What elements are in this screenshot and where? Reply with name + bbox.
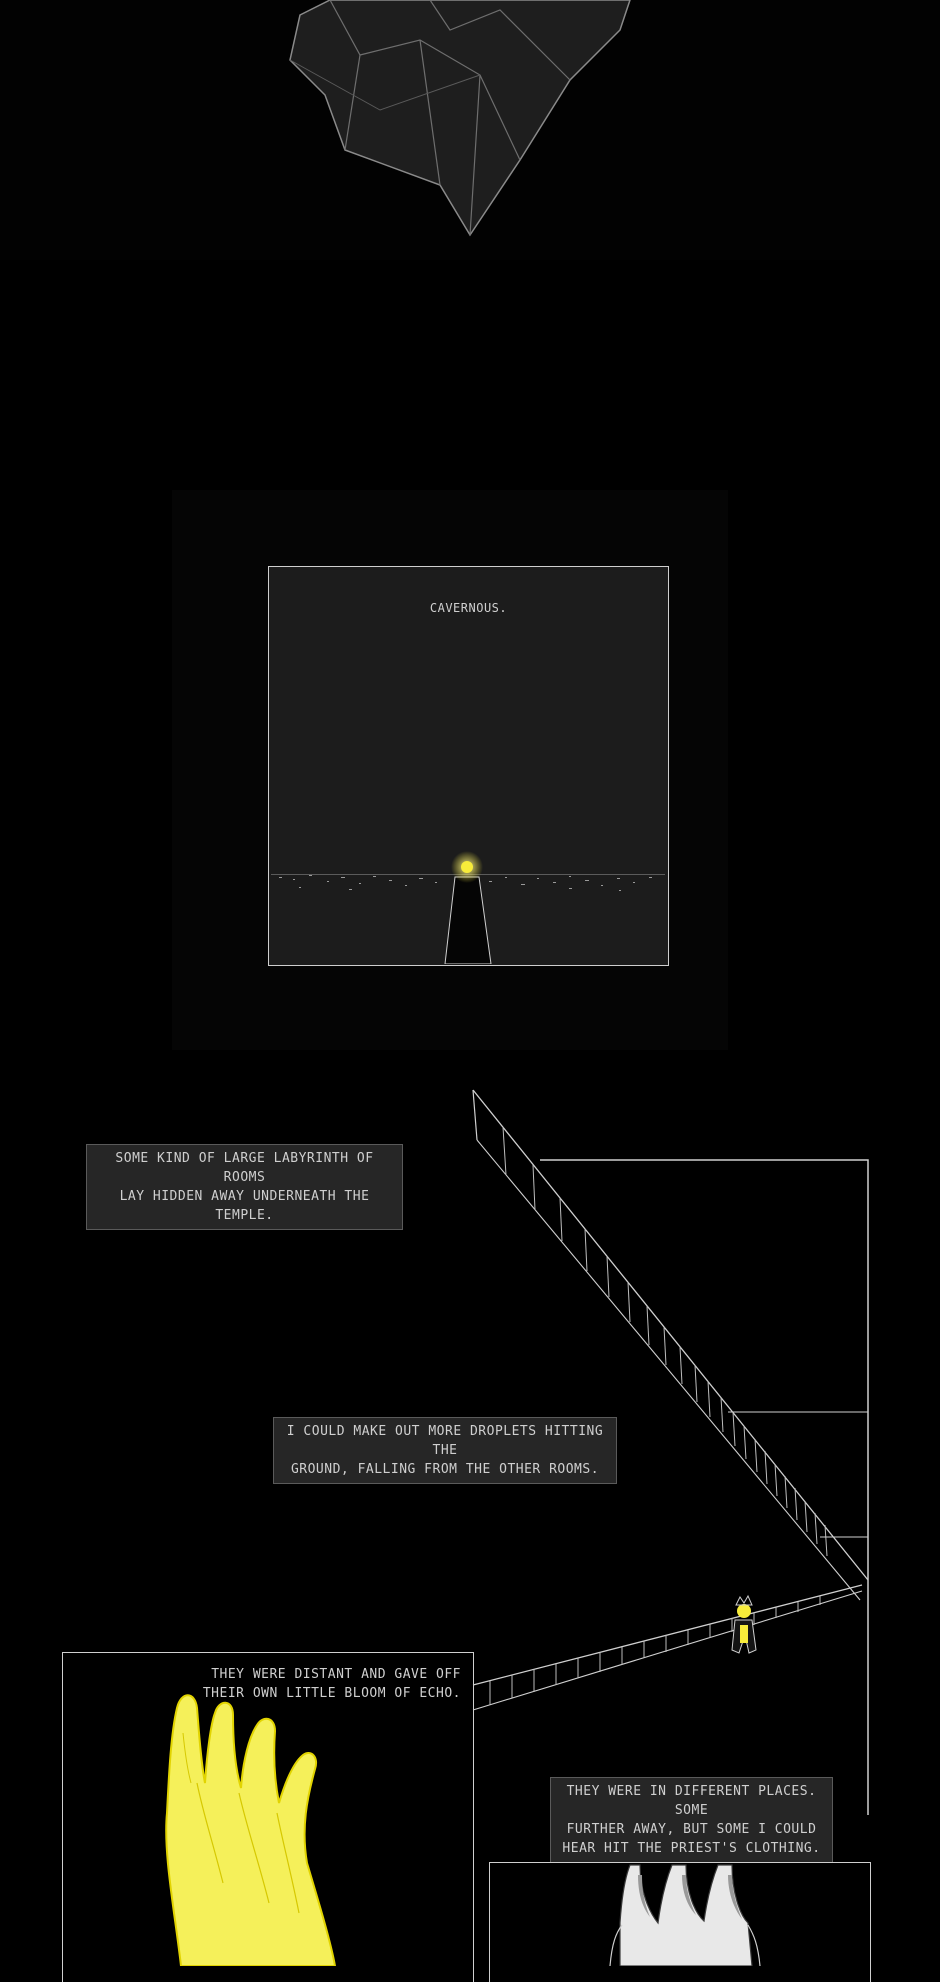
hand-panel	[62, 1652, 474, 1982]
clothing-caption	[550, 1777, 833, 1863]
droplets-caption-line-2: GROUND, FALLING FROM THE OTHER ROOMS.	[290, 1462, 600, 1477]
headdress-spikes	[490, 1863, 870, 1966]
labyrinth-caption-line-2: LAY HIDDEN AWAY UNDERNEATH THE TEMPLE.	[119, 1189, 370, 1223]
top-panel	[0, 0, 940, 260]
headdress-panel	[489, 1862, 871, 1982]
droplets-caption	[273, 1417, 617, 1484]
clothing-caption-line-2: FURTHER AWAY, BUT SOME I COULD	[566, 1822, 817, 1837]
clothing-caption-line-3: HEAR HIT THE PRIEST'S CLOTHING.	[562, 1841, 821, 1856]
labyrinth-caption-line-1: SOME KIND OF LARGE LABYRINTH OF ROOMS	[115, 1151, 374, 1185]
hand-caption-line-2: THEIR OWN LITTLE BLOOM OF ECHO.	[202, 1686, 461, 1701]
hand-caption-line-1: THEY WERE DISTANT AND GAVE OFF	[211, 1667, 461, 1682]
crystal-shape	[0, 0, 940, 260]
priest-figure	[732, 1596, 756, 1653]
yellow-hand	[63, 1653, 471, 1966]
cavern-caption: CAVERNOUS.	[429, 601, 508, 615]
cavern-panel	[268, 566, 669, 966]
droplets-caption-line-1: I COULD MAKE OUT MORE DROPLETS HITTING THE	[286, 1424, 604, 1458]
cavern-scene	[269, 567, 667, 964]
clothing-caption-line-1: THEY WERE IN DIFFERENT PLACES. SOME	[566, 1784, 817, 1818]
